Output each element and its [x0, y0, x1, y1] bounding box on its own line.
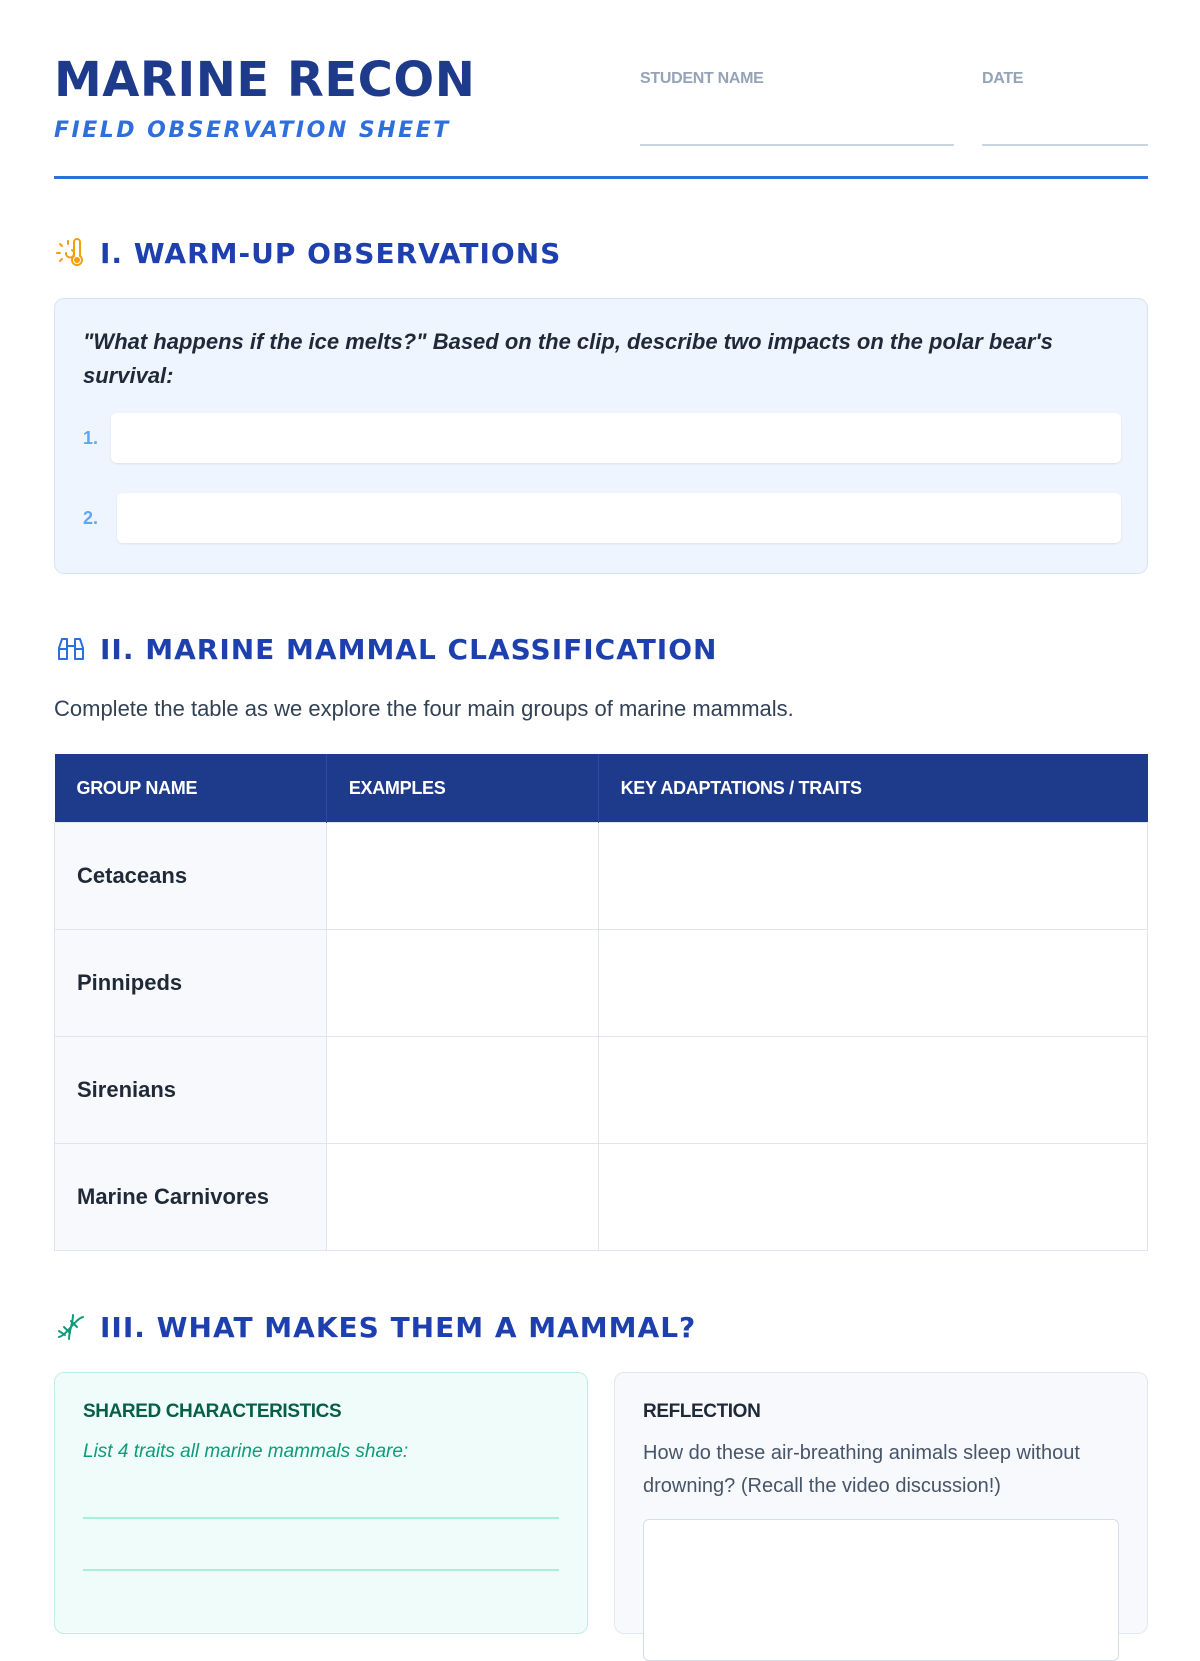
worksheet-header: [54, 0, 1148, 179]
table-row: [55, 1144, 1148, 1251]
answer-row-2: [83, 493, 1121, 543]
worksheet-page: [54, 0, 1148, 1497]
shared-characteristics-title: SHARED CHARACTERISTICS: [83, 1401, 342, 1422]
shared-characteristics-card: [54, 1372, 588, 1634]
group-name-cell: Pinnipeds: [55, 930, 327, 1037]
reflection-title: REFLECTION: [643, 1401, 761, 1422]
column-header-traits: KEY ADAPTATIONS / TRAITS: [598, 754, 1147, 823]
answer-field-2[interactable]: [117, 493, 1121, 543]
warmup-card: [54, 298, 1148, 574]
traits-cell[interactable]: [598, 1144, 1147, 1251]
table-row: [55, 823, 1148, 930]
section-warmup-title: I. WARM-UP OBSERVATIONS: [100, 236, 562, 270]
traits-cell[interactable]: [598, 823, 1147, 930]
trait-line-1[interactable]: [83, 1517, 559, 1519]
answer-number: 1.: [83, 427, 99, 448]
dna-icon: [54, 1310, 88, 1344]
examples-cell[interactable]: [326, 823, 598, 930]
traits-cell[interactable]: [598, 1037, 1147, 1144]
reflection-prompt: How do these air-breathing animals sleep without drowning? (Recall the video discussion!): [643, 1442, 1080, 1497]
section-classification-title: II. MARINE MAMMAL CLASSIFICATION: [100, 632, 718, 666]
answer-number: 2.: [83, 507, 99, 528]
student-name-label: STUDENT NAME: [640, 70, 764, 87]
worksheet-subtitle: FIELD OBSERVATION SHEET: [54, 118, 451, 143]
section-classification-heading: [54, 632, 717, 666]
table-row: [55, 1037, 1148, 1144]
sun-thermometer-icon: [54, 236, 88, 270]
student-name-field[interactable]: [640, 144, 954, 146]
group-name-cell: Sirenians: [55, 1037, 327, 1144]
examples-cell[interactable]: [326, 930, 598, 1037]
classification-table: [54, 754, 1148, 1251]
column-header-group: GROUP NAME: [55, 754, 327, 823]
classification-intro: Complete the table as we explore the four main groups of marine mammals.: [54, 696, 794, 721]
binoculars-icon: [54, 632, 88, 666]
section-warmup-heading: [54, 236, 561, 270]
date-label: DATE: [982, 70, 1024, 87]
date-field[interactable]: [982, 144, 1148, 146]
trait-line-2[interactable]: [83, 1569, 559, 1571]
examples-cell[interactable]: [326, 1144, 598, 1251]
traits-cell[interactable]: [598, 930, 1147, 1037]
section-mammal-title: III. WHAT MAKES THEM A MAMMAL?: [100, 1310, 697, 1344]
examples-cell[interactable]: [326, 1037, 598, 1144]
group-name-cell: Cetaceans: [55, 823, 327, 930]
worksheet-title: MARINE RECON: [54, 52, 476, 108]
group-name-cell: Marine Carnivores: [55, 1144, 327, 1251]
answer-row-1: [83, 413, 1121, 463]
answer-field-1[interactable]: [111, 413, 1121, 463]
reflection-answer-box[interactable]: [643, 1519, 1119, 1661]
table-header-row: [55, 754, 1148, 823]
shared-characteristics-prompt: List 4 traits all marine mammals share:: [83, 1441, 409, 1462]
section-mammal-heading: [54, 1310, 696, 1344]
warmup-question: "What happens if the ice melts?" Based on the clip, describe two impacts on the polar bear's survival:: [83, 329, 1053, 388]
table-row: [55, 930, 1148, 1037]
reflection-card: [614, 1372, 1148, 1634]
column-header-examples: EXAMPLES: [326, 754, 598, 823]
